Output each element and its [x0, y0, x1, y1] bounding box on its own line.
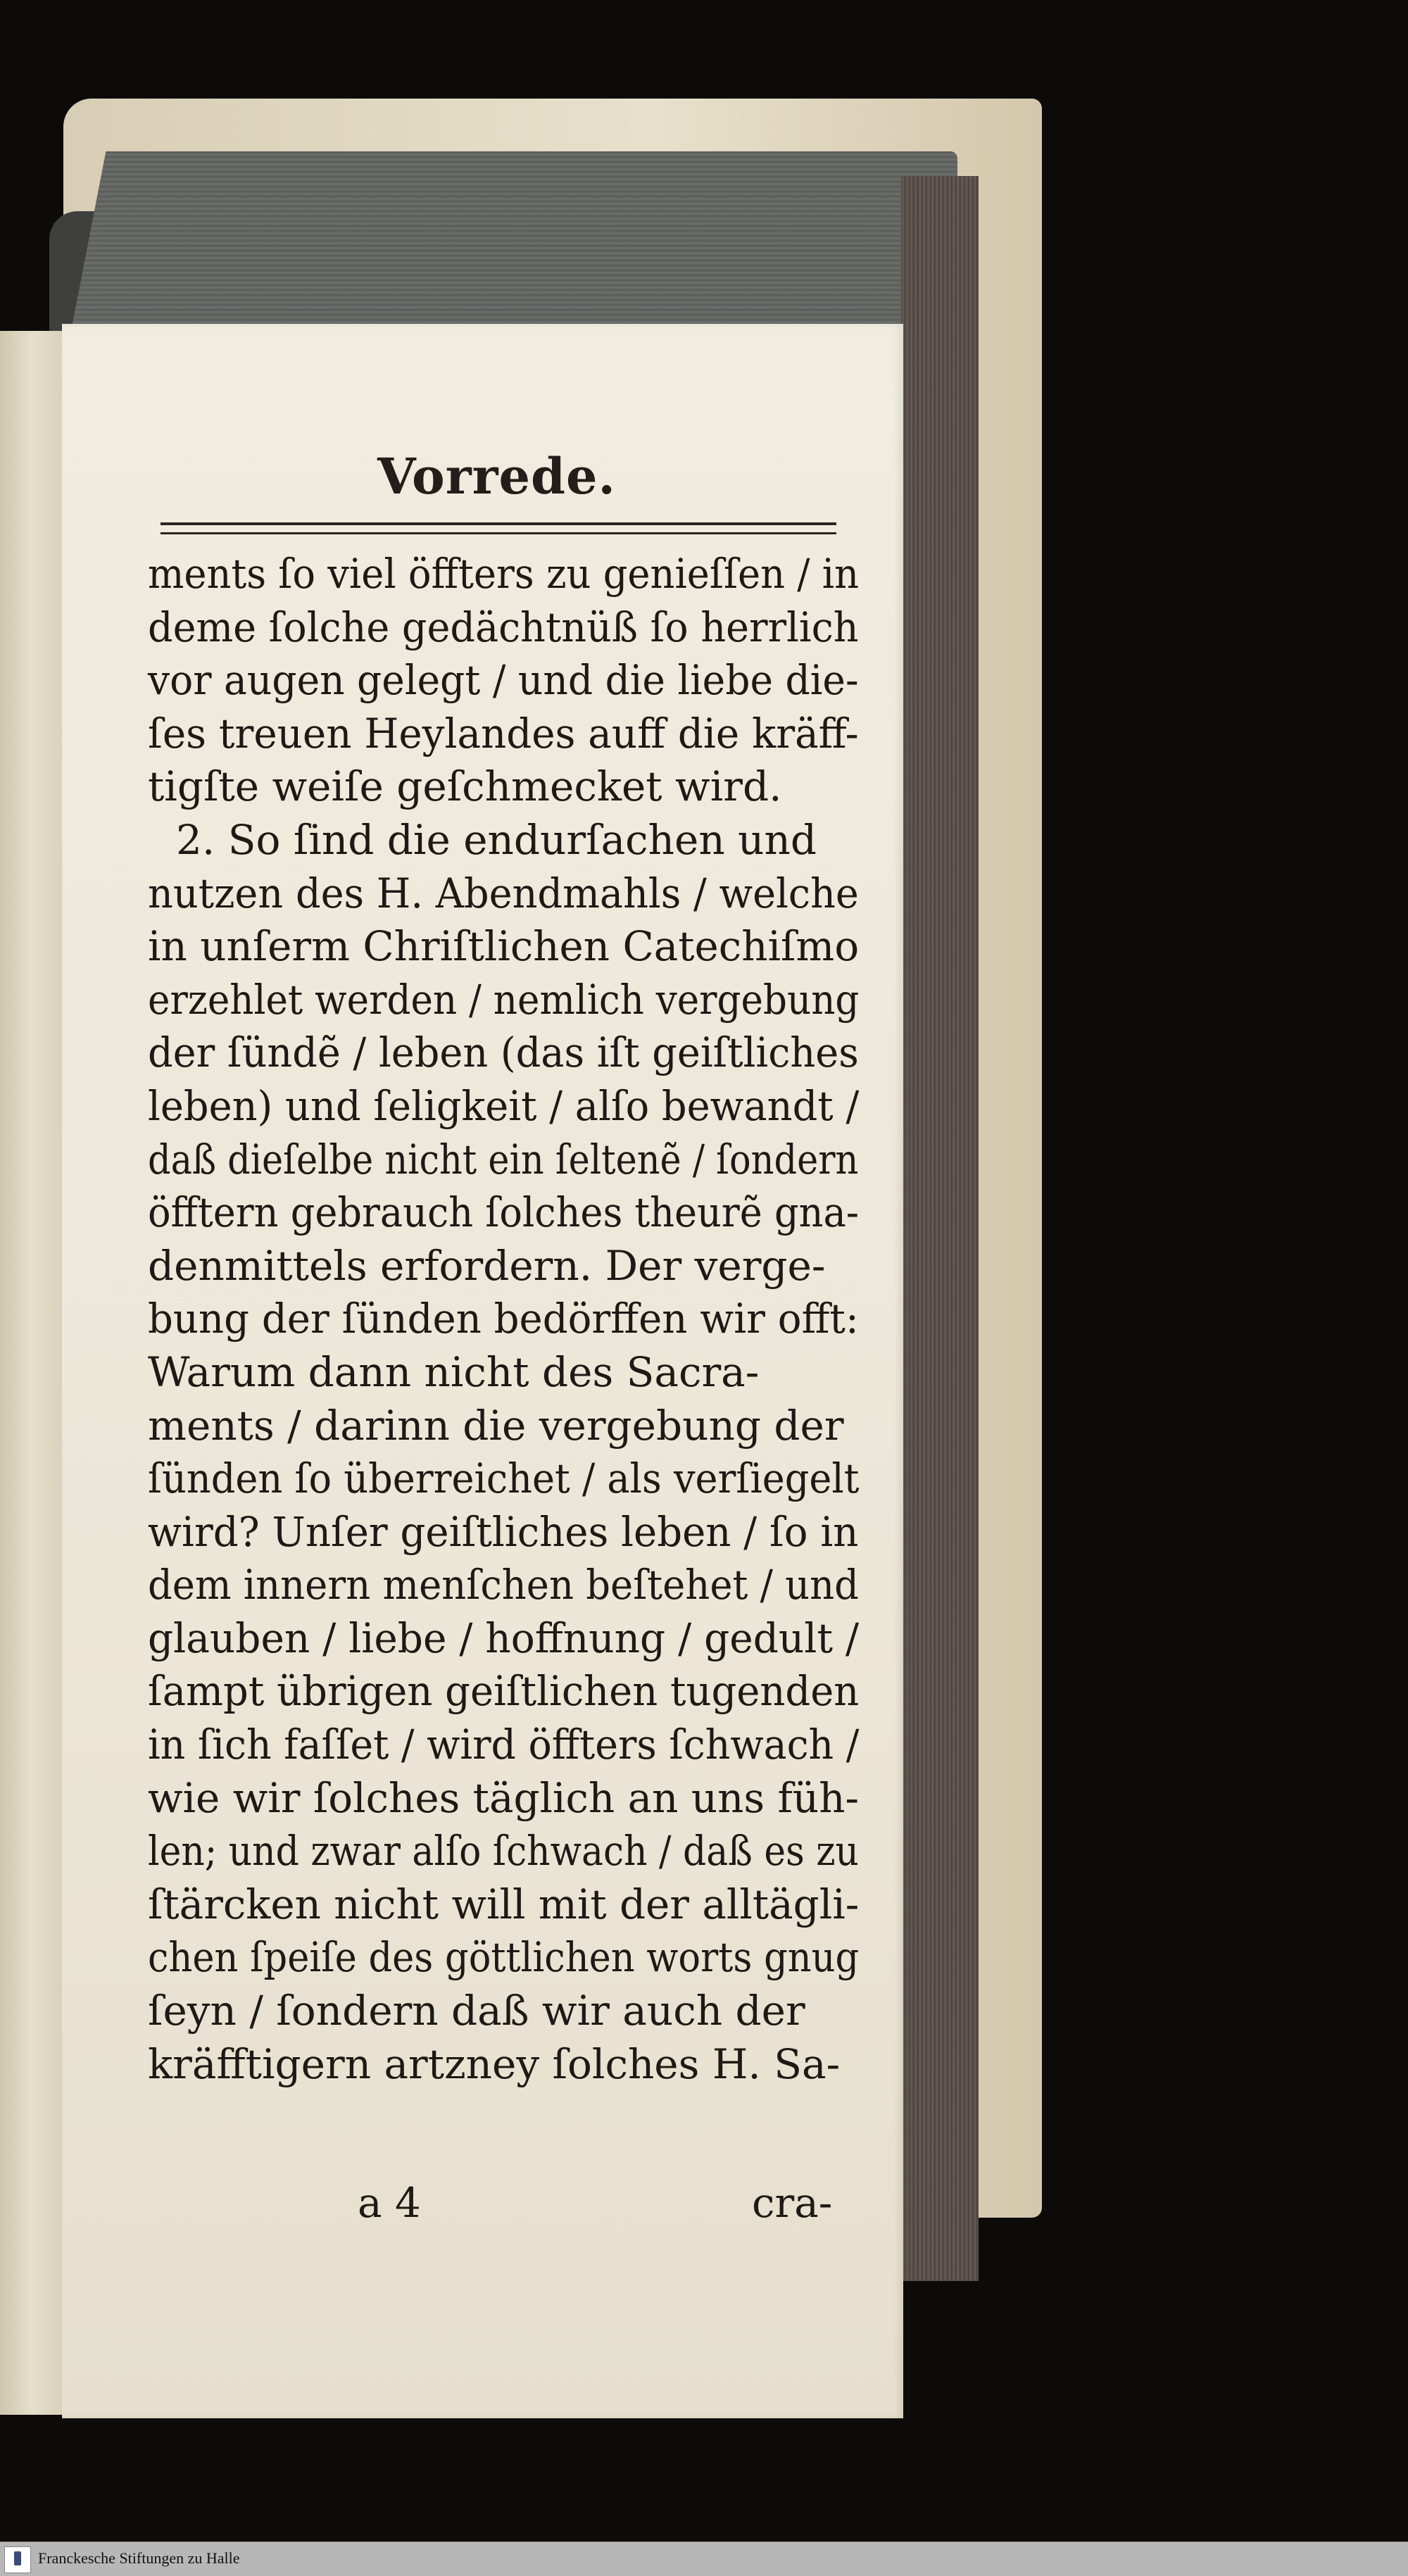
catchword: cra- [752, 2179, 833, 2227]
text-line: öfftern gebrauch ſolches theurẽ gna- [148, 1188, 860, 1237]
text-line: erzehlet werden / nemlich vergebung [148, 975, 860, 1024]
text-line: ſampt übrigen geiſtlichen tugenden [148, 1667, 860, 1716]
text-line: bung der ſünden bedörffen wir offt: [148, 1295, 859, 1343]
text-line: daß dieſelbe nicht ein ſeltenẽ / ſondern [148, 1135, 859, 1183]
institution-logo-icon [4, 2546, 31, 2573]
text-line: in ſich faſſet / wird öffters ſchwach / [148, 1721, 860, 1769]
text-line: 2. So ſind die endurſachen und [176, 815, 817, 864]
text-block-top-edge [70, 151, 957, 334]
text-line: der ſündẽ / leben (das iſt geiſtliches [148, 1029, 859, 1077]
page-body-text [148, 548, 859, 2091]
text-line: nutzen des H. Abendmahls / welche [148, 869, 859, 917]
text-line: deme ſolche gedächtnüß ſo herrlich [148, 603, 859, 651]
text-line: Warum dann nicht des Sacra- [148, 1347, 760, 1396]
text-line: ments / darinn die vergebung der [148, 1401, 844, 1450]
text-line: wird? Unſer geiſtliches leben / ſo in [148, 1507, 859, 1556]
text-line: len; und zwar alſo ſchwach / daß es zu [148, 1827, 859, 1876]
text-line: chen ſpeiſe des göttlichen worts gnug [148, 1933, 860, 1982]
text-line: ſtärcken nicht will mit der alltägli- [148, 1880, 860, 1928]
text-line: ſes treuen Heylandes auff die kräff- [148, 709, 859, 758]
facing-page-edge [0, 331, 65, 2415]
head-rule [161, 522, 836, 534]
text-line: in unſerm Chriſtlichen Catechiſmo [148, 922, 860, 971]
text-line: dem innern menſchen beſtehet / und [148, 1561, 859, 1609]
running-head: Vorrede. [377, 447, 616, 505]
signature-mark: a 4 [358, 2179, 421, 2227]
book-page [62, 324, 903, 2418]
text-line: leben) und ſeligkeit / alſo bewandt / [148, 1081, 860, 1130]
text-line: ſeyn / ſondern daß wir auch der [148, 1987, 805, 2035]
text-line: vor augen gelegt / und die liebe die- [148, 656, 859, 705]
footer-credit: Franckesche Stiftungen zu Halle [38, 2549, 240, 2567]
text-line: ments ſo viel öffters zu genieſſen / in [148, 550, 860, 598]
text-line: kräfftigern artzney ſolches H. Sa- [148, 2040, 841, 2088]
text-line: glauben / liebe / hoffnung / gedult / [148, 1614, 860, 1662]
footer-bar [0, 2542, 1408, 2576]
text-line: ſünden ſo überreichet / als verſiegelt [148, 1455, 860, 1503]
text-line: denmittels erfordern. Der verge- [148, 1241, 826, 1290]
text-line: tigſte weiſe geſchmecket wird. [148, 762, 782, 811]
text-line: wie wir ſolches täglich an uns füh- [148, 1773, 860, 1822]
